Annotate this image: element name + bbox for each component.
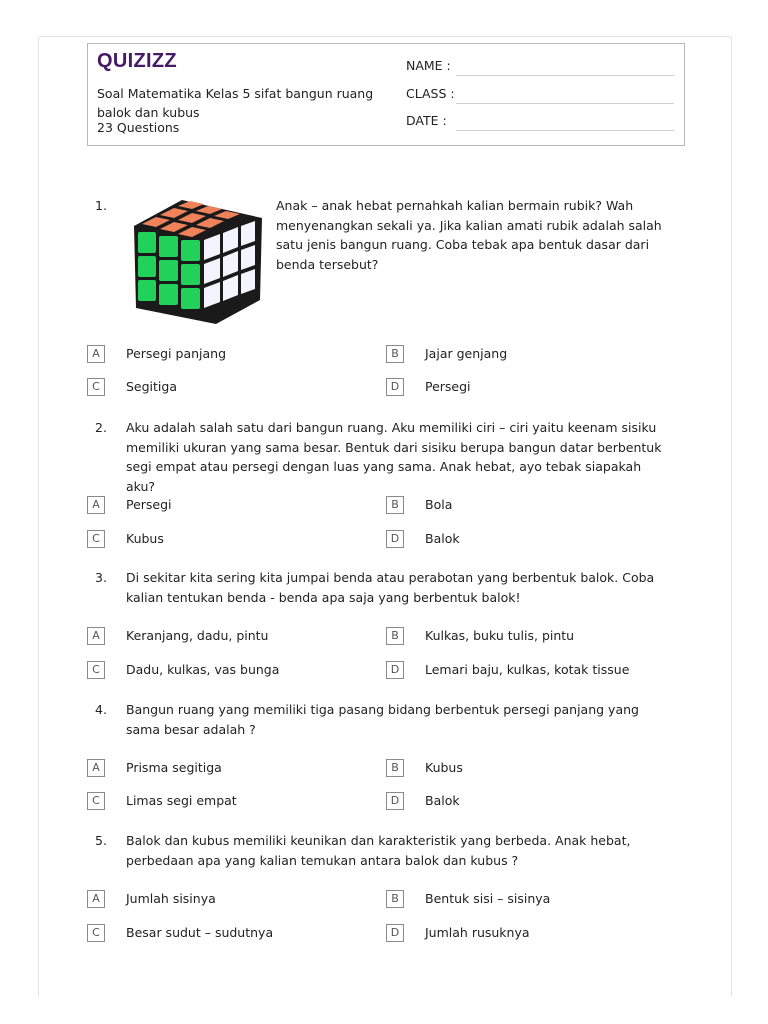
q2-option-b-text: Bola xyxy=(425,497,453,512)
question-2-text: Aku adalah salah satu dari bangun ruang. Aku memiliki ciri – ciri yaitu keenam sisiku memiliki ukuran yang sama besar. Bentuk dari sisiku berupa bangun datar berbentuk segi empat atau persegi dengan luas yang sama. Anak hebat, ayo tebak siapakah aku? xyxy=(126,420,662,494)
question-1-text: Anak – anak hebat pernahkah kalian bermain rubik? Wah menyenangkan sekali ya. Jika kalian amati rubik adalah salah satu jenis bangun ruang. Coba tebak apa bentuk dasar dari benda tersebut? xyxy=(276,198,662,272)
q2-option-a-text: Persegi xyxy=(126,497,172,512)
q3-option-c-text: Dadu, kulkas, vas bunga xyxy=(126,662,280,677)
q3-option-b-text: Kulkas, buku tulis, pintu xyxy=(425,628,575,643)
q5-option-d-box[interactable]: D xyxy=(386,924,404,942)
q3-option-a-box[interactable]: A xyxy=(87,627,105,645)
q5-option-d-text: Jumlah rusuknya xyxy=(425,925,530,940)
q3-option-d-text: Lemari baju, kulkas, kotak tissue xyxy=(425,662,630,677)
q5-option-c-box[interactable]: C xyxy=(87,924,105,942)
q5-option-b-text: Bentuk sisi – sisinya xyxy=(425,891,551,906)
q5-option-a-box[interactable]: A xyxy=(87,890,105,908)
q4-option-d-box[interactable]: D xyxy=(386,792,404,810)
q3-option-b-box[interactable]: B xyxy=(386,627,404,645)
q1-option-d-text: Persegi xyxy=(425,379,471,394)
rubiks-cube-image xyxy=(126,196,266,326)
question-5-text: Balok dan kubus memiliki keunikan dan karakteristik yang berbeda. Anak hebat, perbedaan apa yang kalian temukan antara balok dan kubus ? xyxy=(126,833,631,868)
q1-option-c-box[interactable]: C xyxy=(87,378,105,396)
q5-option-c-text: Besar sudut – sudutnya xyxy=(126,925,274,940)
q4-option-a-text: Prisma segitiga xyxy=(126,760,222,775)
class-label: CLASS : xyxy=(406,86,455,101)
q4-option-a-box[interactable]: A xyxy=(87,759,105,777)
q1-option-b-text: Jajar genjang xyxy=(425,346,508,361)
q4-option-c-box[interactable]: C xyxy=(87,792,105,810)
question-count: 23 Questions xyxy=(97,120,180,135)
q5-option-b-box[interactable]: B xyxy=(386,890,404,908)
question-4-text: Bangun ruang yang memiliki tiga pasang bidang berbentuk persegi panjang yang sama besar adalah ? xyxy=(126,702,639,737)
q2-option-a-box[interactable]: A xyxy=(87,496,105,514)
q4-option-c-text: Limas segi empat xyxy=(126,793,237,808)
question-3-text: Di sekitar kita sering kita jumpai benda atau perabotan yang berbentuk balok. Coba kalian tentukan benda - benda apa saja yang berbentuk balok! xyxy=(126,570,655,605)
q2-option-d-box[interactable]: D xyxy=(386,530,404,548)
q2-option-c-text: Kubus xyxy=(126,531,164,546)
q4-option-b-text: Kubus xyxy=(425,760,463,775)
q1-option-b-box[interactable]: B xyxy=(386,345,404,363)
class-field[interactable] xyxy=(456,103,674,104)
q2-option-b-box[interactable]: B xyxy=(386,496,404,514)
q3-option-c-box[interactable]: C xyxy=(87,661,105,679)
name-label: NAME : xyxy=(406,58,451,73)
q1-option-d-box[interactable]: D xyxy=(386,378,404,396)
worksheet-header xyxy=(87,43,685,146)
question-2-number: 2. xyxy=(95,420,107,435)
date-label: DATE : xyxy=(406,113,447,128)
question-3-number: 3. xyxy=(95,570,107,585)
q5-option-a-text: Jumlah sisinya xyxy=(126,891,216,906)
q2-option-d-text: Balok xyxy=(425,531,460,546)
q3-option-d-box[interactable]: D xyxy=(386,661,404,679)
q1-option-c-text: Segitiga xyxy=(126,379,178,394)
name-field[interactable] xyxy=(456,75,674,76)
quiz-title: Soal Matematika Kelas 5 sifat bangun ruang balok dan kubus xyxy=(97,86,374,120)
q2-option-c-box[interactable]: C xyxy=(87,530,105,548)
q3-option-a-text: Keranjang, dadu, pintu xyxy=(126,628,269,643)
question-5-number: 5. xyxy=(95,833,107,848)
q4-option-b-box[interactable]: B xyxy=(386,759,404,777)
quizizz-logo: QUIZIZZ xyxy=(97,50,177,72)
q1-option-a-box[interactable]: A xyxy=(87,345,105,363)
date-field[interactable] xyxy=(456,130,674,131)
question-4-number: 4. xyxy=(95,702,107,717)
q4-option-d-text: Balok xyxy=(425,793,460,808)
question-1-number: 1. xyxy=(95,198,107,213)
q1-option-a-text: Persegi panjang xyxy=(126,346,227,361)
